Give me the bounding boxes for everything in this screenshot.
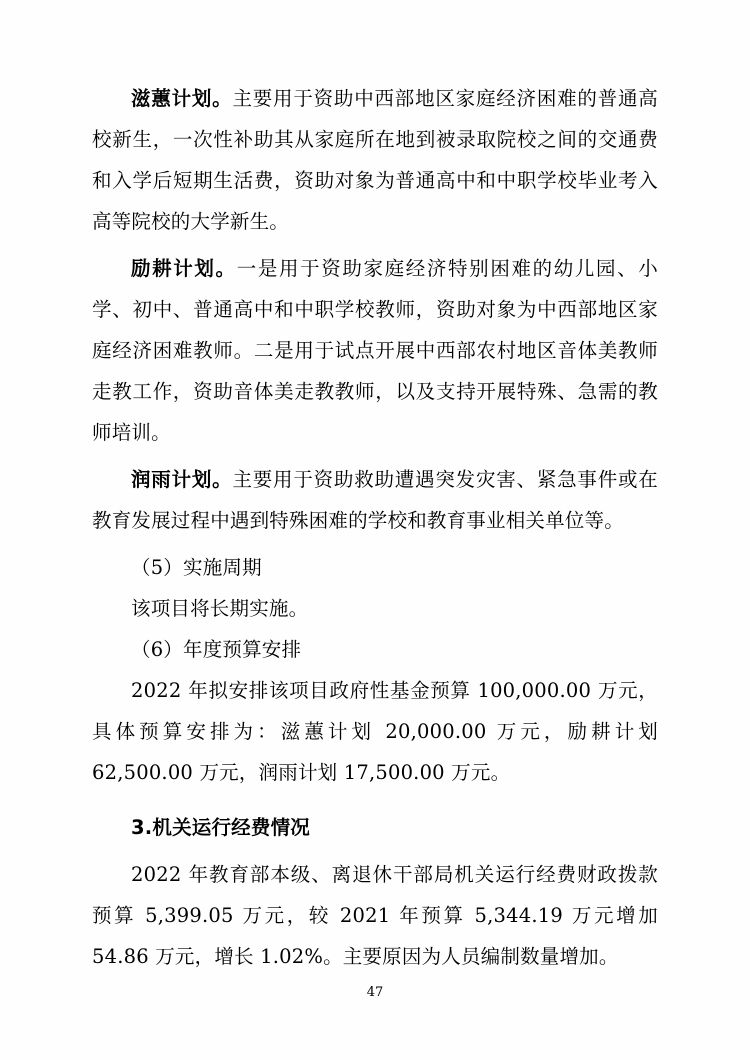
paragraph-ziqui-plan [92,78,658,242]
paragraph-lead-runyu: 润雨计划。 [131,468,233,491]
paragraph-item-6-body: 2022 年拟安排该项目政府性基金预算 100,000.00 万元，具体预算安排为：滋蕙计划 20,000.00 万元，励耕计划 62,500.00 万元，润雨计划 17,500.00 万元。 [92,679,658,784]
paragraph-item-5-title: （5）实施周期 [131,556,262,579]
paragraph-section-body: 2022 年教育部本级、离退休干部局机关运行经费财政拨款预算 5,399.05 万元，较 2021 年预算 5,344.19 万元增加 54.86 万元，增长 1.02%。主要原因为人员编制数量增加。 [92,863,658,968]
paragraph-runyu-plan [92,459,658,541]
section-gap [92,793,658,807]
paragraph-ligeng-plan [92,248,658,453]
page-content [92,78,658,977]
section-heading: 3.机关运行经费情况 [131,816,310,839]
paragraph-lead-ligeng: 励耕计划。 [131,257,237,280]
paragraph-item-5-body: 该项目将长期实施。 [131,597,309,620]
paragraph-lead-ziqui: 滋蕙计划。 [131,87,233,110]
paragraph-text-ziqui: 主要用于资助中西部地区家庭经济困难的普通高校新生，一次性补助其从家庭所在地到被录取院校之间的交通费和入学后短期生活费，资助对象为普通高中和中职学校毕业考入高等院校的大学新生。 [92,87,658,233]
paragraph-text-runyu: 主要用于资助救助遭遇突发灾害、紧急事件或在教育发展过程中遇到特殊困难的学校和教育事业相关单位等。 [92,468,658,532]
page-number: 47 [366,985,384,1000]
paragraph-text-ligeng: 一是用于资助家庭经济特别困难的幼儿园、小学、初中、普通高中和中职学校教师，资助对象为中西部地区家庭经济困难教师。二是用于试点开展中西部农村地区音体美教师走教工作，资助音体美走教教师，以及支持开展特殊、急需的教师培训。 [92,257,658,444]
paragraph-item-6-title: （6）年度预算安排 [131,638,302,661]
